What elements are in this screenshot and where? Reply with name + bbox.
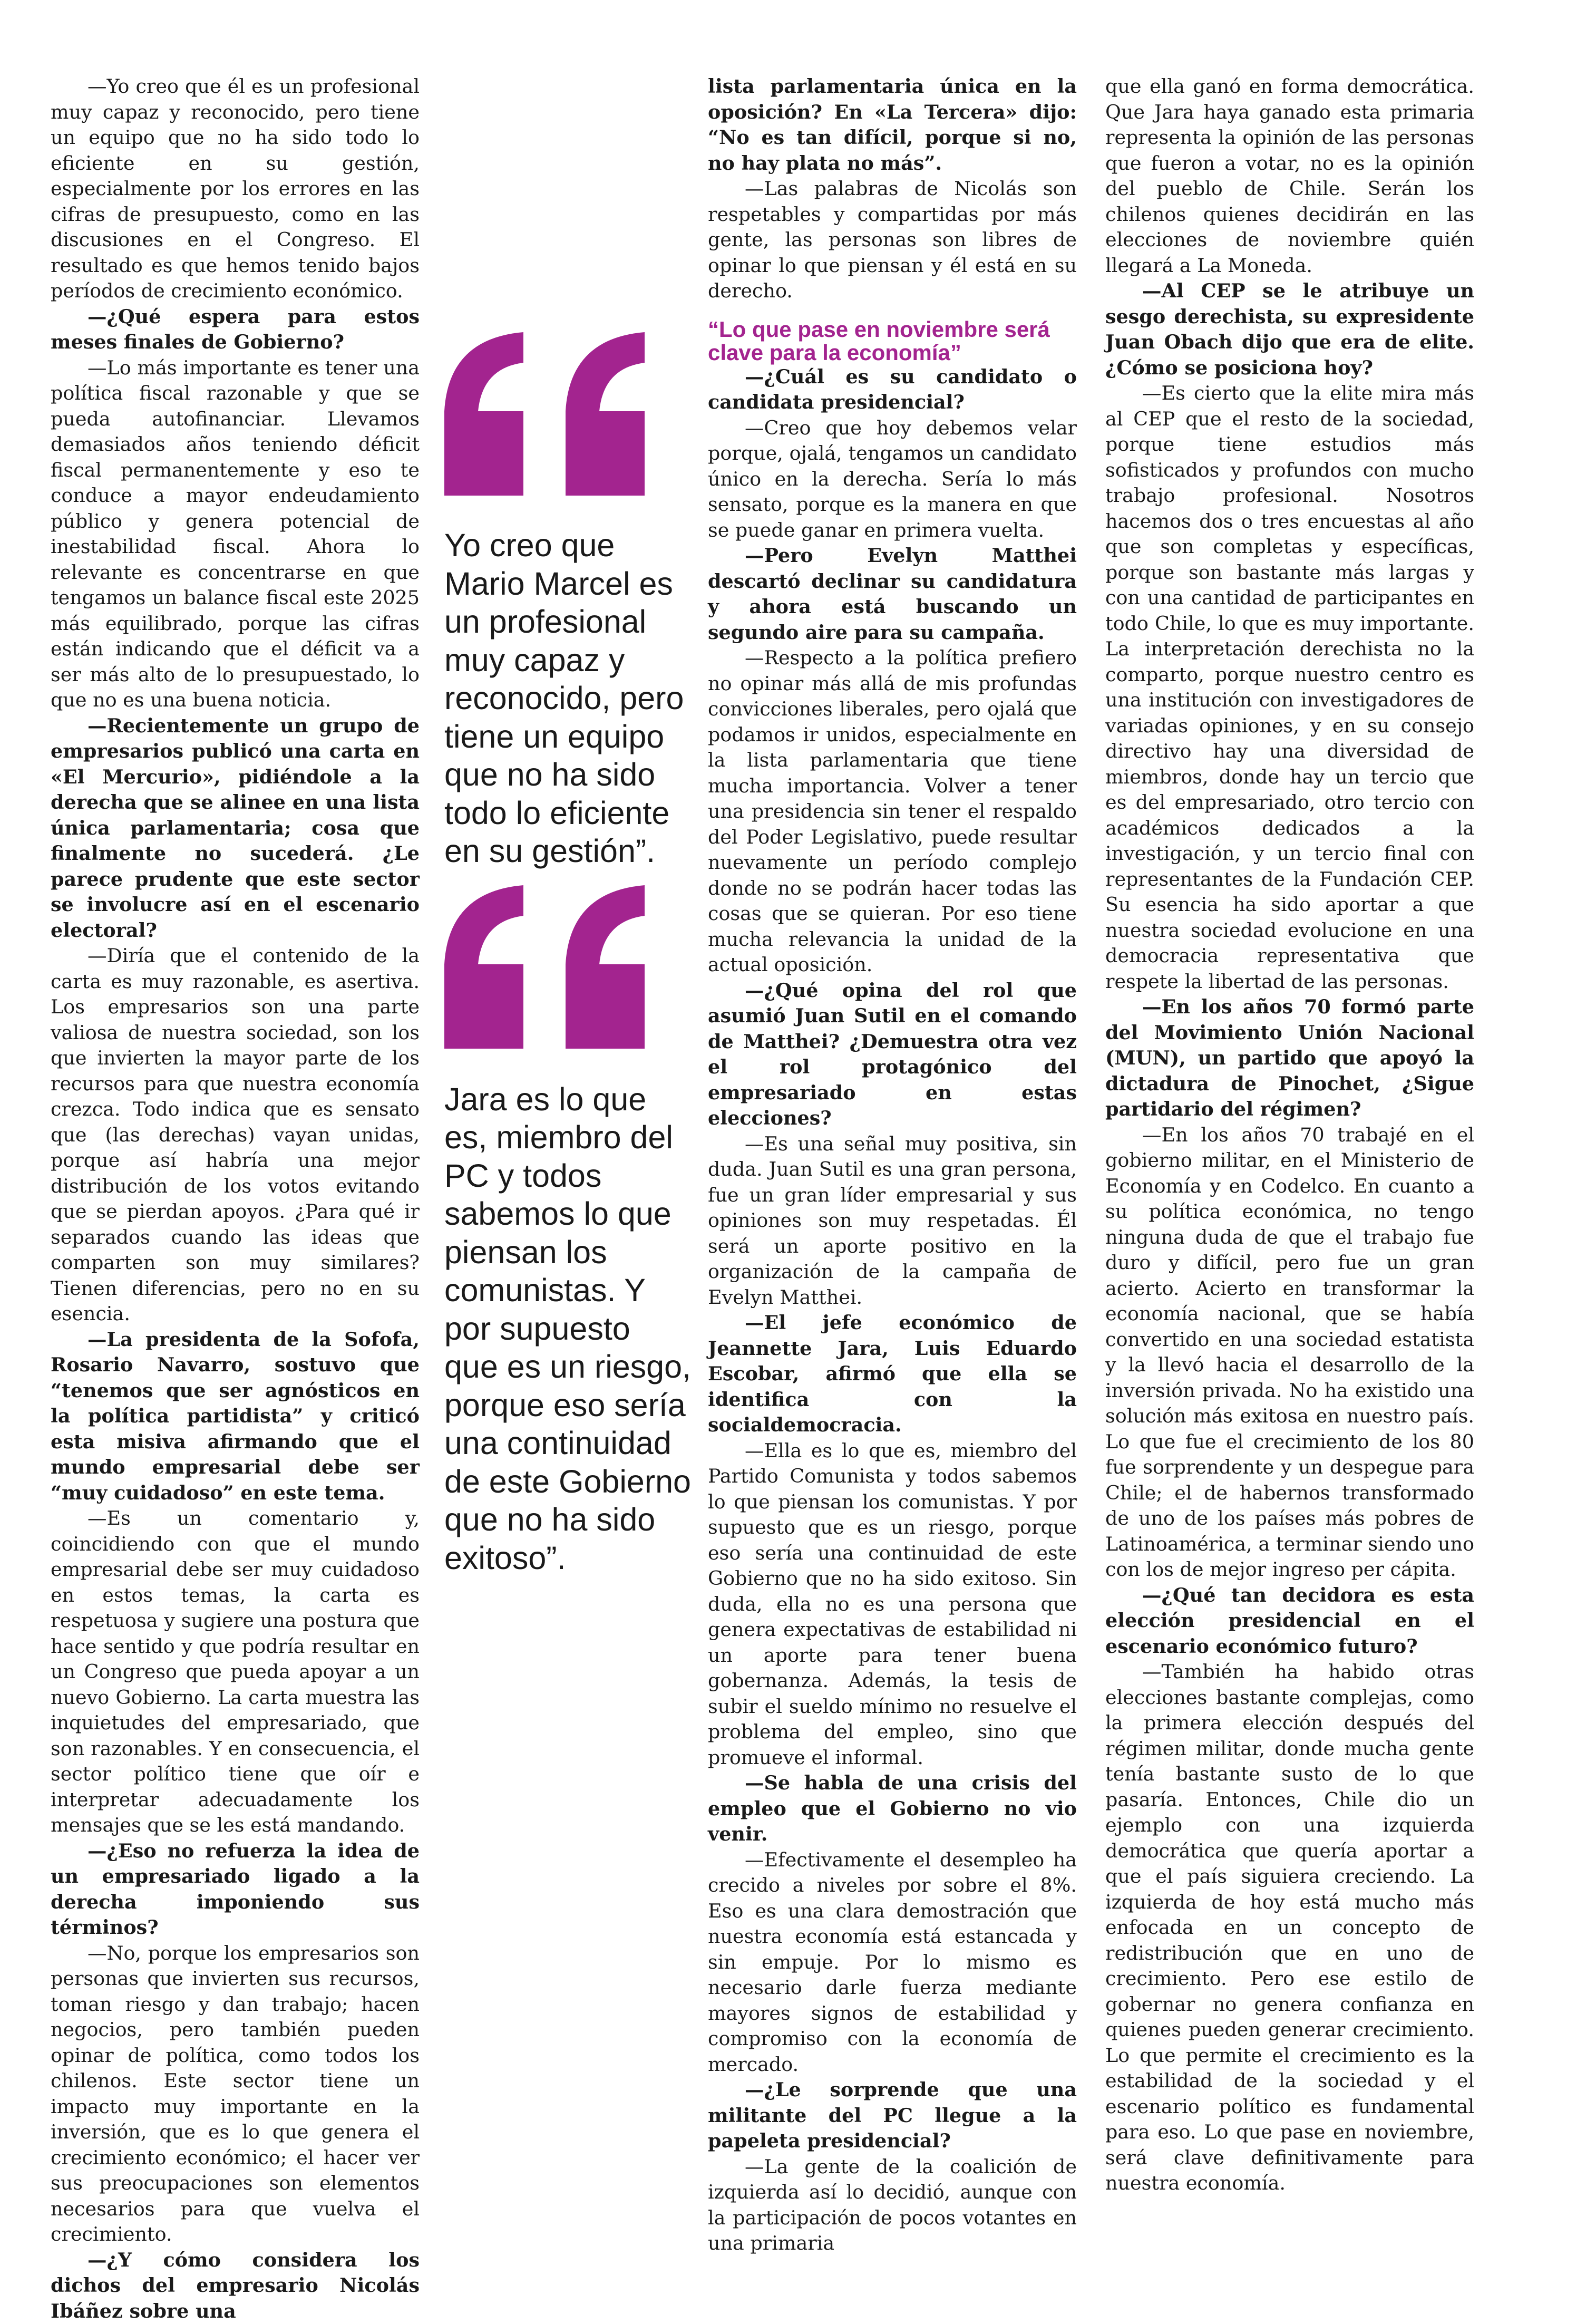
section-subheading: “Lo que pase en noviembre será clave para la economía” (708, 318, 1077, 364)
interview-answer: —Creo que hoy debemos velar porque, ojalá, tengamos un candidato único en la derecha. Sería lo más sensato, porque es la manera en que se puede ganar en primera vuelta. (708, 415, 1077, 544)
interview-question: —¿Qué espera para estos meses finales de Gobierno? (51, 304, 420, 355)
quote-mark-icon (444, 332, 645, 496)
interview-answer: —En los años 70 trabajé en el gobierno militar, en el Ministerio de Economía y en Codelco. En cuanto a su política económica, no tengo ninguna duda de que el trabajo fue duro y difícil, pero fue un gran acierto. Acierto en transformar la economía nacional, que se había convertido en una sociedad estatista y la llevó hacia el desarrollo de la inversión privada. No ha existido una solución más exitosa en nuestro país. Lo que fue el crecimiento de los 80 fue sorprendente y un despegue para Chile; el de habernos transformado de uno de los países más pobres de Latinoamérica, a terminar siendo uno con los de mejor ingreso per cápita. (1105, 1122, 1474, 1583)
interview-answer: —La gente de la coalición de izquierda así lo decidió, aunque con la participación de pocos votantes en una primaria (708, 2154, 1077, 2257)
interview-answer: —Las palabras de Nicolás son respetables y compartidas por más gente, las personas son libres de opinar lo que piensan y él está en su derecho. (708, 176, 1077, 304)
interview-answer: —Es cierto que la elite mira más al CEP que el resto de la sociedad, porque tiene estudios más sofisticados y profundos con mucho trabajo profesional. Nosotros hacemos dos o tres encuestas al año que son completas y específicas, porque son bastante más largas y con una cantidad de participantes en todo Chile, lo que es muy importante. La interpretación derechista no la comparto, porque nuestro centro es una institución con investigadores de variadas opiniones, y en su consejo directivo hay una diversidad de miembros, donde hay un tercio que es del empresariado, otro tercio con académicos dedicados a la investigación, y un tercio final con representantes de la Fundación CEP. Su esencia ha sido aportar a que nuestra sociedad evolucione en una democracia representativa que respete la libertad de las personas. (1105, 381, 1474, 994)
article-column-1 (51, 74, 420, 2324)
interview-question: —¿Cuál es su candidato o candidata presidencial? (708, 364, 1077, 415)
interview-question: —En los años 70 formó parte del Movimiento Unión Nacional (MUN), un partido que apoyó la dictadura de Pinochet, ¿Sigue partidario del régimen? (1105, 994, 1474, 1122)
quote-mark-icon (444, 885, 645, 1049)
article-column-3 (708, 74, 1077, 2257)
interview-answer: —Es un comentario y, coincidiendo con que el mundo empresarial debe ser muy cuidadoso en estos temas, la carta es respetuosa y sugiere una postura que hace sentido y que podría resultar en un Congreso que pueda apoyar a un nuevo Gobierno. La carta muestra las inquietudes del empresariado, que son razonables. Y en consecuencia, el sector político tiene que oír e interpretar adecuadamente los mensajes que se les está mandando. (51, 1506, 420, 1838)
interview-answer: —Es una señal muy positiva, sin duda. Juan Sutil es una gran persona, fue un gran líder empresarial y sus opiniones son muy respetadas. Él será un aporte positivo en la organización de la campaña de Evelyn Matthei. (708, 1131, 1077, 1311)
pull-quote-2: Jara es lo que es, miembro del PC y todos sabemos lo que piensan los comunistas. Y por supuesto que es un riesgo, porque eso sería una continuidad de este Gobierno que no ha sido exitoso”. (444, 1080, 692, 1577)
pull-quote-column (444, 332, 692, 1577)
interview-question: —Al CEP se le atribuye un sesgo derechista, su expresidente Juan Obach dijo que era de elite. ¿Cómo se posiciona hoy? (1105, 278, 1474, 381)
interview-answer: —Efectivamente el desempleo ha crecido a niveles por sobre el 8%. Eso es una clara demostración que nuestra economía está estancada y sin empuje. Por lo mismo es necesario darle fuerza mediante mayores signos de estabilidad y compromiso con la economía de mercado. (708, 1847, 1077, 2078)
interview-answer: —Lo más importante es tener una política fiscal razonable y que se pueda autofinanciar. Llevamos demasiados años teniendo déficit fiscal permanentemente y eso te conduce a mayor endeudamiento público y genera potencial de inestabilidad fiscal. Ahora lo relevante es concentrarse en que tengamos un balance fiscal este 2025 más equilibrado, porque las cifras están indicando que el déficit va a ser más alto de lo presupuestado, lo que no es una buena noticia. (51, 355, 420, 713)
interview-answer-continued: que ella ganó en forma democrática. Que Jara haya ganado esta primaria representa la opinión de las personas que fueron a votar, no es la opinión del pueblo de Chile. Serán los chilenos quienes decidirán en las elecciones de noviembre quién llegará a La Moneda. (1105, 74, 1474, 278)
interview-answer: —Yo creo que él es un profesional muy capaz y reconocido, pero tiene un equipo que no ha sido todo lo eficiente en su gestión, especialmente por los errores en las cifras de presupuesto, como en las discusiones en el Congreso. El resultado es que hemos tenido bajos períodos de crecimiento económico. (51, 74, 420, 304)
interview-answer: —No, porque los empresarios son personas que invierten sus recursos, toman riesgo y dan trabajo; hacen negocios, pero también pueden opinar de política, como todos los chilenos. Este sector tiene un impacto muy importante en la inversión, que es lo que genera el crecimiento económico; el hacer ver sus preocupaciones son elementos necesarios para que vuelva el crecimiento. (51, 1941, 420, 2248)
interview-question: —La presidenta de la Sofofa, Rosario Navarro, sostuvo que “tenemos que ser agnósticos en la política partidista” y criticó esta misiva afirmando que el mundo empresarial debe ser “muy cuidadoso” en este tema. (51, 1327, 420, 1506)
interview-question: —¿Qué opina del rol que asumió Juan Sutil en el comando de Matthei? ¿Demuestra otra vez el rol protagónico del empresariado en estas elecciones? (708, 978, 1077, 1131)
interview-question: —Pero Evelyn Matthei descartó declinar su candidatura y ahora está buscando un segundo aire para su campaña. (708, 543, 1077, 645)
interview-question: —¿Qué tan decidora es esta elección presidencial en el escenario económico futuro? (1105, 1583, 1474, 1660)
interview-question: —¿Le sorprende que una militante del PC llegue a la papeleta presidencial? (708, 2077, 1077, 2154)
interview-question: —¿Eso no refuerza la idea de un empresariado ligado a la derecha imponiendo sus términos? (51, 1838, 420, 1941)
interview-question: —El jefe económico de Jeannette Jara, Luis Eduardo Escobar, afirmó que ella se identifica con la socialdemocracia. (708, 1310, 1077, 1438)
interview-question: —Recientemente un grupo de empresarios publicó una carta en «El Mercurio», pidiéndole a la derecha que se alinee en una lista única parlamentaria; cosa que finalmente no sucederá. ¿Le parece prudente que este sector se involucre así en el escenario electoral? (51, 713, 420, 944)
article-column-4 (1105, 74, 1474, 2196)
interview-question: —Se habla de una crisis del empleo que el Gobierno no vio venir. (708, 1770, 1077, 1847)
interview-answer: —Ella es lo que es, miembro del Partido Comunista y todos sabemos lo que piensan los comunistas. Y por supuesto que es un riesgo, porque eso sería una continuidad de este Gobierno que no ha sido exitoso. Sin duda, ella no es una persona que genera expectativas de estabilidad ni un aporte para tener buena gobernanza. Además, la tesis de subir el sueldo mínimo no resuelve el problema del empleo, sino que promueve el informal. (708, 1438, 1077, 1771)
interview-answer: —También ha habido otras elecciones bastante complejas, como la primera elección después del régimen militar, donde mucha gente tenía bastante susto de lo que pasaría. Entonces, Chile dio un ejemplo con una izquierda democrática que quería aportar a que el país siguiera creciendo. La izquierda de hoy está mucho más enfocada en un concepto de redistribución que en uno de crecimiento. Pero ese estilo de gobernar no genera confianza en quienes pueden generar crecimiento. Lo que permite el crecimiento es la estabilidad de la sociedad y el escenario político es fundamental para eso. Lo que pase en noviembre, será clave definitivamente para nuestra economía. (1105, 1659, 1474, 2196)
pull-quote-1: Yo creo que Mario Marcel es un profesional muy capaz y reconocido, pero tiene un equipo que no ha sido todo lo eficiente en su gestión”. (444, 526, 692, 870)
interview-question-continued: lista parlamentaria única en la oposición? En «La Tercera» dijo: “No es tan difícil, porque si no, no hay plata no más”. (708, 74, 1077, 176)
interview-answer: —Respecto a la política prefiero no opinar más allá de mis profundas convicciones liberales, pero ojalá que podamos ir unidos, especialmente en la lista parlamentaria que tiene mucha importancia. Volver a tener una presidencia sin tener el respaldo del Poder Legislativo, puede resultar nuevamente un período complejo donde no se podrán hacer todas las cosas que se quieran. Por eso tiene mucha relevancia la unidad de la actual oposición. (708, 645, 1077, 978)
interview-question: —¿Y cómo considera los dichos del empresario Nicolás Ibáñez sobre una (51, 2248, 420, 2324)
interview-answer: —Diría que el contenido de la carta es muy razonable, es asertiva. Los empresarios son una parte valiosa de nuestra sociedad, son los que invierten la mayor parte de los recursos para que nuestra economía crezca. Todo indica que es sensato que (las derechas) vayan unidas, porque así habría una mejor distribución de los votos evitando que se pierdan apoyos. ¿Para qué ir separados cuando las ideas que comparten son muy similares? Tienen diferencias, pero no en su esencia. (51, 943, 420, 1327)
